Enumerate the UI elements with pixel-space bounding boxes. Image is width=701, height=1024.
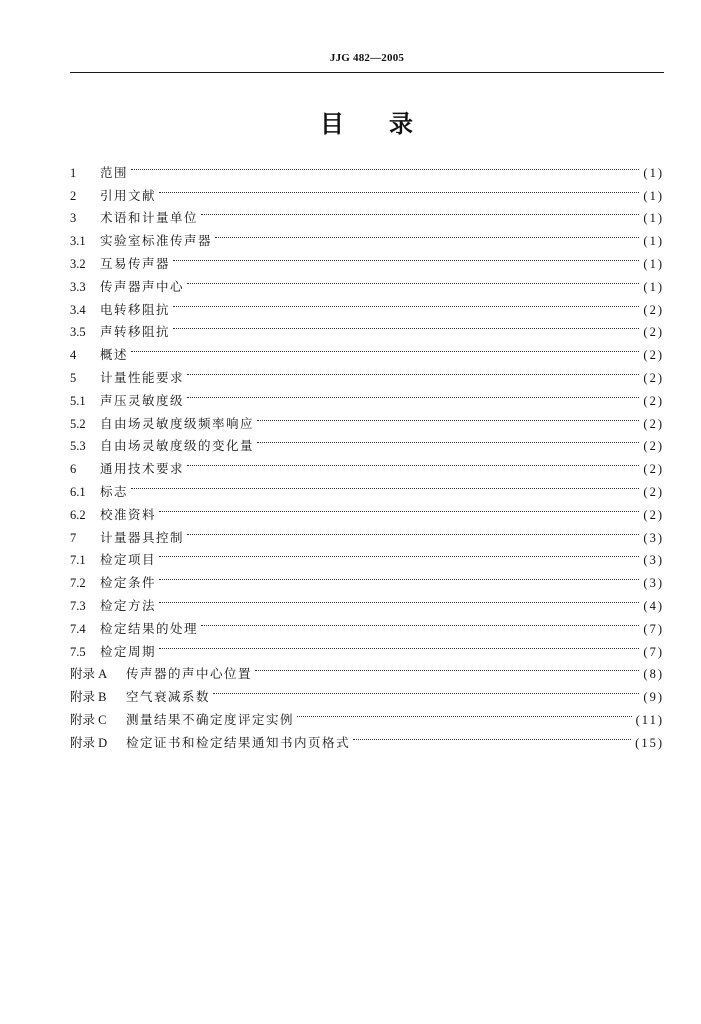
toc-entry[interactable] xyxy=(70,154,664,180)
toc-entry-number: 2 xyxy=(70,188,77,203)
toc-entry-title: 引用文献 xyxy=(100,187,157,203)
toc-entry-number: 7.4 xyxy=(70,621,86,636)
toc-entry-title: 传声器的声中心位置 xyxy=(126,666,253,682)
toc-dot-leader xyxy=(159,587,639,610)
toc-entry-number: 5.3 xyxy=(70,439,86,454)
toc-entry-number: 3.5 xyxy=(70,325,86,340)
toc-entry-page: (1) xyxy=(643,279,664,294)
toc-entry-page: (11) xyxy=(635,712,664,727)
toc-entry-number: 7.1 xyxy=(70,553,86,568)
toc-dot-leader xyxy=(159,496,639,519)
toc-dot-leader xyxy=(201,610,639,633)
toc-entry-number: 7.5 xyxy=(70,644,86,659)
toc-entry-number: 附录 D xyxy=(70,735,108,750)
toc-dot-leader xyxy=(159,633,639,656)
toc-dot-leader xyxy=(257,428,639,451)
toc-entry-page: (2) xyxy=(643,462,664,477)
toc-entry-title: 检定方法 xyxy=(100,597,157,613)
toc-dot-leader xyxy=(131,336,639,359)
toc-entry-number: 4 xyxy=(70,348,77,363)
toc-entry[interactable] xyxy=(70,564,664,591)
toc-entry[interactable] xyxy=(70,587,664,613)
toc-entry[interactable] xyxy=(70,177,664,203)
toc-entry[interactable] xyxy=(70,200,664,226)
toc-entry-number: 6.2 xyxy=(70,507,86,522)
toc-entry-page: (2) xyxy=(643,416,664,431)
toc-entry-title: 检定证书和检定结果通知书内页格式 xyxy=(126,734,351,750)
toc-entry-number: 5.1 xyxy=(70,393,86,408)
toc-dot-leader xyxy=(201,200,639,223)
toc-entry[interactable] xyxy=(70,496,664,522)
toc-entry-title: 互易传声器 xyxy=(100,255,171,271)
toc-entry-page: (3) xyxy=(643,576,664,591)
toc-dot-leader xyxy=(173,314,639,337)
toc-entry-number: 3.3 xyxy=(70,279,86,294)
toc-entry-page: (7) xyxy=(643,644,664,659)
toc-entry-title: 电转移阻抗 xyxy=(100,301,171,317)
toc-dot-leader xyxy=(187,519,639,542)
toc-entry-number: 5 xyxy=(70,370,77,385)
toc-entry-number: 附录 C xyxy=(70,712,107,727)
table-of-contents xyxy=(70,154,664,750)
toc-entry[interactable] xyxy=(70,359,664,385)
toc-entry-number: 6.1 xyxy=(70,484,86,499)
toc-entry-title: 测量结果不确定度评定实例 xyxy=(126,711,295,727)
toc-entry-number: 1 xyxy=(70,165,77,180)
toc-entry-page: (1) xyxy=(643,234,664,249)
toc-entry-number: 附录 A xyxy=(70,667,108,682)
toc-entry-page: (2) xyxy=(643,393,664,408)
toc-entry-page: (2) xyxy=(643,348,664,363)
toc-entry-page: (3) xyxy=(643,553,664,568)
toc-dot-leader xyxy=(159,564,639,587)
toc-entry-title: 检定项目 xyxy=(100,552,157,568)
toc-entry-title: 标志 xyxy=(100,483,129,499)
toc-entry[interactable] xyxy=(70,336,664,363)
toc-dot-leader xyxy=(187,359,639,382)
toc-entry-page: (7) xyxy=(643,621,664,636)
toc-entry-page: (15) xyxy=(635,735,664,750)
toc-entry-page: (1) xyxy=(643,211,664,226)
toc-entry[interactable] xyxy=(70,633,664,659)
toc-entry[interactable] xyxy=(70,519,664,545)
toc-entry-number: 5.2 xyxy=(70,416,86,431)
toc-entry-title: 计量性能要求 xyxy=(100,369,185,385)
toc-entry-page: (2) xyxy=(643,325,664,340)
toc-dot-leader xyxy=(131,473,639,496)
header-rule xyxy=(70,72,664,73)
toc-dot-leader xyxy=(215,222,639,245)
toc-entry-number: 7.3 xyxy=(70,598,86,613)
toc-dot-leader xyxy=(159,542,639,565)
toc-entry-number: 3 xyxy=(70,211,77,226)
toc-entry-title: 声压灵敏度级 xyxy=(100,392,185,408)
toc-entry-number: 7.2 xyxy=(70,576,86,591)
toc-entry-title: 概述 xyxy=(100,347,129,363)
toc-entry-number: 7 xyxy=(70,530,77,545)
toc-entry-page: (1) xyxy=(643,256,664,271)
toc-entry-number: 6 xyxy=(70,462,77,477)
toc-dot-leader xyxy=(255,656,639,679)
toc-entry-page: (2) xyxy=(643,439,664,454)
toc-entry-number: 3.2 xyxy=(70,256,86,271)
toc-entry-title: 自由场灵敏度级频率响应 xyxy=(100,415,255,431)
toc-entry-page: (1) xyxy=(643,165,664,180)
toc-dot-leader xyxy=(213,678,639,701)
toc-entry-page: (1) xyxy=(643,188,664,203)
toc-entry-page: (3) xyxy=(643,530,664,545)
toc-entry-title: 传声器声中心 xyxy=(100,278,185,294)
toc-entry-page: (2) xyxy=(643,507,664,522)
toc-entry-number: 3.4 xyxy=(70,302,86,317)
toc-entry[interactable] xyxy=(70,656,664,682)
toc-entry-title: 校准资料 xyxy=(100,506,157,522)
toc-dot-leader xyxy=(257,405,639,428)
toc-dot-leader xyxy=(187,450,639,473)
toc-entry[interactable] xyxy=(70,610,664,636)
toc-dot-leader xyxy=(353,724,631,747)
toc-entry-title: 检定条件 xyxy=(100,575,157,591)
toc-entry-page: (2) xyxy=(643,370,664,385)
toc-dot-leader xyxy=(159,177,639,200)
toc-entry[interactable] xyxy=(70,473,664,499)
toc-entry-title: 术语和计量单位 xyxy=(100,210,199,226)
toc-dot-leader xyxy=(187,382,639,405)
toc-entry-title: 空气衰减系数 xyxy=(126,689,211,705)
toc-entry-page: (2) xyxy=(643,484,664,499)
toc-entry-number: 3.1 xyxy=(70,234,86,249)
document-code-header: JJG 482—2005 xyxy=(329,52,405,64)
toc-dot-leader xyxy=(173,245,639,268)
toc-dot-leader xyxy=(131,154,639,177)
toc-title-char-1: 目 xyxy=(320,110,345,138)
toc-entry-title: 检定周期 xyxy=(100,643,157,659)
toc-entry-page: (4) xyxy=(643,598,664,613)
toc-dot-leader xyxy=(187,268,639,291)
toc-entry-title: 检定结果的处理 xyxy=(100,620,199,636)
toc-title-char-2: 录 xyxy=(389,110,414,138)
toc-entry-title: 实验室标准传声器 xyxy=(100,233,213,249)
toc-entry-number: 附录 B xyxy=(70,690,107,705)
toc-entry-page: (8) xyxy=(643,667,664,682)
toc-entry-title: 声转移阻抗 xyxy=(100,324,171,340)
toc-title xyxy=(70,104,664,139)
toc-entry-page: (9) xyxy=(643,690,664,705)
toc-dot-leader xyxy=(173,291,639,314)
toc-entry-page: (2) xyxy=(643,302,664,317)
toc-entry[interactable] xyxy=(70,542,664,568)
toc-entry-title: 计量器具控制 xyxy=(100,529,185,545)
toc-entry-title: 自由场灵敏度级的变化量 xyxy=(100,438,255,454)
toc-entry-title: 范围 xyxy=(100,164,129,180)
toc-entry-title: 通用技术要求 xyxy=(100,461,185,477)
toc-dot-leader xyxy=(297,701,632,724)
